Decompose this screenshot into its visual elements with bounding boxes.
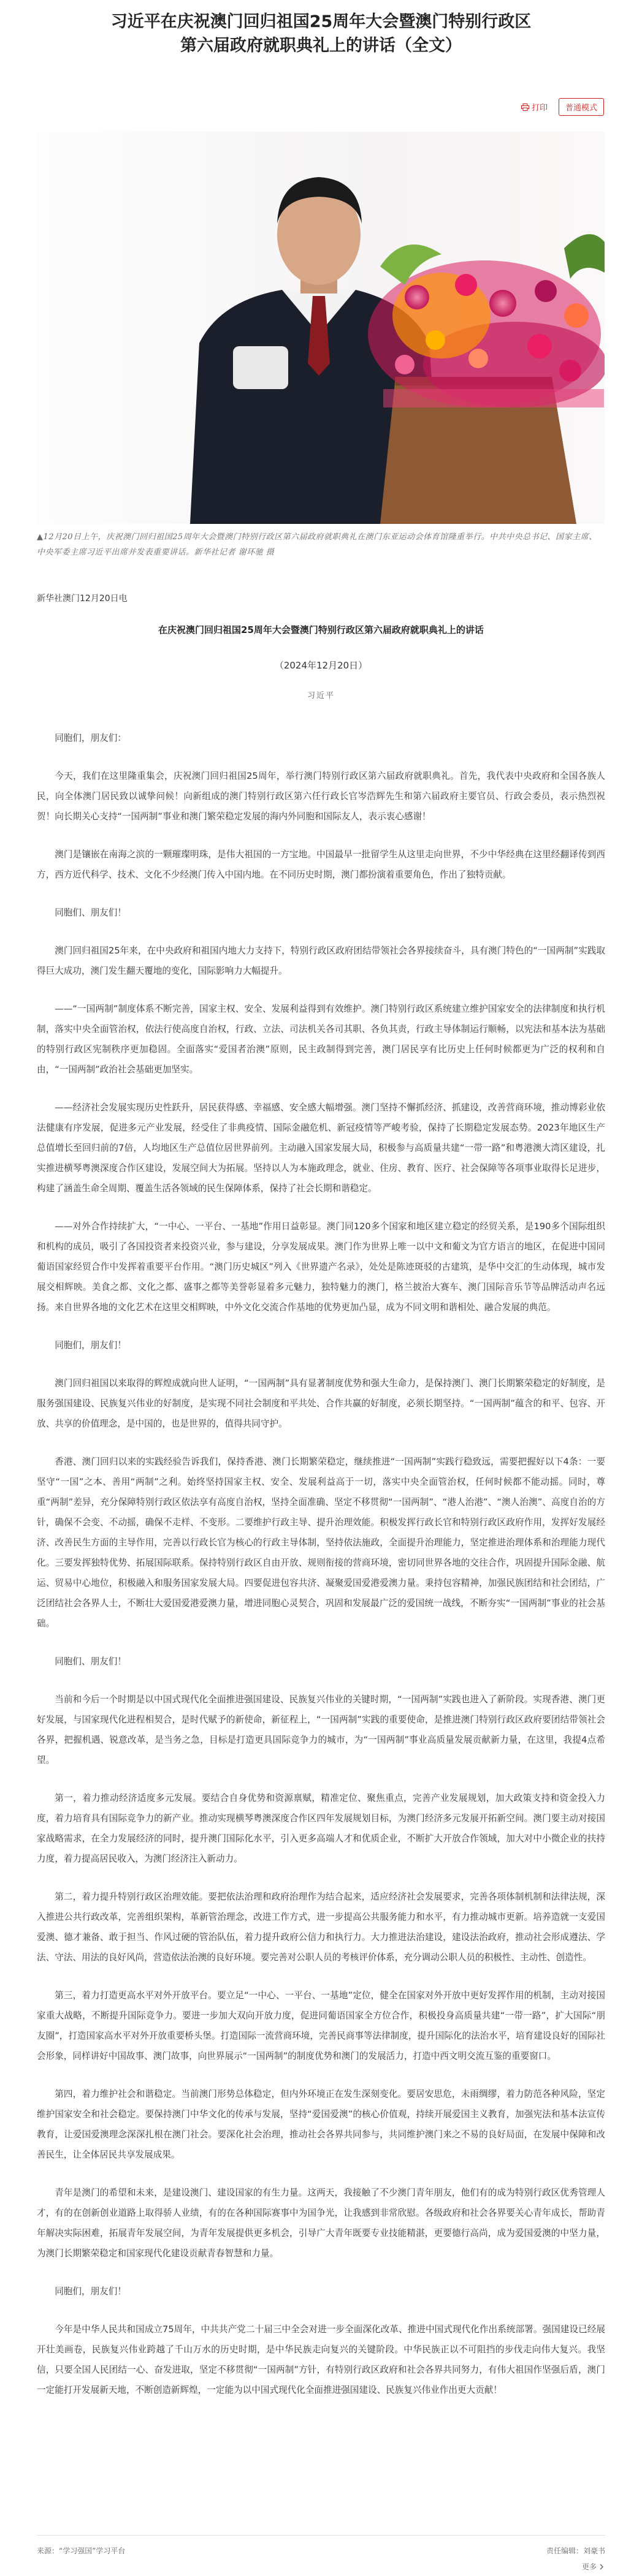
speaker-name: 习近平 xyxy=(307,691,335,700)
print-label: 打印 xyxy=(531,104,548,113)
paragraph: 今天，我们在这里隆重集会，庆祝澳门回归祖国25周年，举行澳门特别行政区第六届政府就职典礼。首先，我代表中央政府和全国各族人民，向全体澳门居民致以诚挚问候！向新组成的澳门特别行政区第六任行政长官岑浩辉先生和第六届政府主要官员、行政会委员，表示热烈祝贺！向长期关心支持“一国两制”事业和澳门繁荣稳定发展的海内外同胞和国际友人，表示衷心感谢！ xyxy=(37,771,605,822)
paragraph: 香港、澳门回归以来的实践经验告诉我们，保持香港、澳门长期繁荣稳定，继续推进“一国两制”实践行稳致远，需要把握好以下4条：一要坚守“一国”之本、善用“两制”之利。始终坚持国家主权、安全、发展利益高于一切，落实中央全面管治权，任何时候都不能动摇。同时，尊重“两制”差异，充分保障特别行政区依法享有高度自治权，坚持全面准确、坚定不移贯彻“一国两制”、“港人治港”、“澳人治澳”、高度自治的方针，确保不会变、不动摇，确保不走样、不变形。二要维护行政主导、提升治理效能。积极发挥行政长官和特别行政区政府作用，发挥好发展经济、改善民生方面的主导作用，完善以行政长官为核心的行政主导体制，坚持依法施政，全面提升治理能力，坚定推进治理体系和治理能力现代化。三要发挥独特优势、拓展国际联系。保持特别行政区自由开放、规则衔接的营商环境，密切同世界各地的交往合作，巩固提升国际金融、航运、贸易中心地位，积极融入和服务国家发展大局。四要促进包容共济、凝聚爱国爱港爱澳力量。秉持包容精神，加强民族团结和社会团结，广泛团结社会各界人士，不断壮大爱国爱港爱澳力量，增进同胞心灵契合，巩固和发展最广泛的爱国统一战线，不断夯实“一国两制”事业的社会基础。 xyxy=(37,1457,605,1629)
chevron-right-icon xyxy=(599,2564,604,2570)
print-button[interactable] xyxy=(521,101,548,113)
paragraph: 第二，着力提升特别行政区治理效能。要把依法治理和政府治理作为结合起来，适应经济社会发展要求，完善各项体制机制和法律法规，深入推进公共行政改革，完善组织架构，革新管治理念，改进工作方式，进一步提高公共服务能力和水平，有力推动城市更新。培养造就一支爱国爱澳、德才兼备、敢于担当、作风过硬的管治队伍，着力提升政府公信力和执行力。大力推进法治建设，建设法治政府，推动社会形成遵法、学法、守法、用法的良好风尚，营造依法治澳的良好环境。要完善对公职人员的考核评价体系，充分调动公职人员的积极性、主动性、创造性。 xyxy=(37,1892,605,1963)
paragraph: 第三，着力打造更高水平对外开放平台。要立足“一中心、一平台、一基地”定位，健全在国家对外开放中更好发挥作用的机制，主动对接国家重大战略，不断提升国际竞争力。要进一步加大双向开放力度，促进同葡语国家全方位合作，积极投身高质量共建“一带一路”，扩大国际“朋友圈”，打造国家高水平对外开放重要桥头堡。打造国际一流营商环境，完善民商事等法律制度，提升国际化的法治水平，培育建设良好的国际社会形象，同样讲好中国故事、澳门故事，向世界展示“一国两制”的制度优势和澳门的发展活力，打造中西文明交流互鉴的重要窗口。 xyxy=(37,1990,605,2061)
article-toolbar xyxy=(521,98,604,116)
paragraph: 同胞们，朋友们！ xyxy=(55,2286,126,2297)
paragraph: ——“一国两制”制度体系不断完善，国家主权、安全、发展利益得到有效维护。澳门特别行政区系统建立维护国家安全的法律制度和执行机制，落实中央全面管治权，依法行使高度自治权，行政、立法、司法机关各司其职、各负其责，行政主导体制运行顺畅，以宪法和基本法为基础的特别行政区宪制秩序更加稳固。全面落实“爱国者治澳”原则，民主政制得到完善，澳门居民享有比历史上任何时候都更为广泛的权利和自由，“一国两制”政治社会基础更加坚实。 xyxy=(37,1004,605,1075)
paragraph: 同胞们、朋友们！ xyxy=(55,907,126,918)
paragraph: 同胞们，朋友们！ xyxy=(55,1340,126,1351)
responsible-editor: 责任编辑：刘豪书 xyxy=(546,2547,605,2555)
paragraph: 当前和今后一个时期是以中国式现代化全面推进强国建设、民族复兴伟业的关键时期，“一国两制”实践也进入了新阶段。实现香港、澳门更好发展，与国家现代化进程相契合，是时代赋予的新使命，新征程上，“一国两制”实践的重要使命，是推进澳门特别行政区政府要团结带领社会各界，把握机遇、锐意改革，是当务之急，目标是打造更具国际竞争力的城市，为“一国两制”事业高质量发展贡献新力量，在这里，我提4点希望。 xyxy=(37,1694,605,1765)
printer-icon xyxy=(521,104,529,111)
paragraph: 同胞们，朋友们： xyxy=(55,733,126,743)
dateline: 新华社澳门12月20日电 xyxy=(37,594,128,604)
photo-caption: ▲12月20日上午，庆祝澳门回归祖国25周年大会暨澳门特别行政区第六届政府就职典礼在澳门东亚运动会体育馆隆重举行。中共中央总书记、国家主席、中央军委主席习近平出席并发表重要讲话。新华社记者 谢环驰 摄 xyxy=(37,532,597,557)
paragraph: 澳门是镶嵌在南海之滨的一颗璀璨明珠，是伟大祖国的一方宝地。中国最早一批留学生从这里走向世界，不少中华经典在这里经翻译传到西方，西方近代科学、技术、文化不少经澳门传入中国内地。在不同历史时期，澳门都扮演着重要角色，作出了独特贡献。 xyxy=(37,849,605,880)
more-label: 更多 xyxy=(581,2563,597,2571)
speech-title: 在庆祝澳门回归祖国25周年大会暨澳门特别行政区第六届政府就职典礼上的讲话 xyxy=(158,624,484,635)
more-link[interactable] xyxy=(582,2561,604,2572)
lead-photo-image xyxy=(37,132,605,524)
paragraph: 青年是澳门的希望和未来，是建设澳门、建设国家的有生力量。这两天，我接触了不少澳门青年朋友，他们有的成为特别行政区优秀管理人才，有的在创新创业道路上取得骄人业绩，有的在各种国际赛事中为国争光，让我感到非常欣慰。各级政府和社会各界要关心青年成长，帮助青年解决实际困难，拓展青年发展空间，为青年发展提供更多机会，引导广大青年既要专业技能精湛，更要德行高尚，成为爱国爱澳的中坚力量，为澳门长期繁荣稳定和国家现代化建设贡献青春智慧和力量。 xyxy=(37,2188,605,2259)
lead-photo xyxy=(37,132,605,524)
page-title xyxy=(0,10,642,58)
paragraph: ——经济社会发展实现历史性跃升，居民获得感、幸福感、安全感大幅增强。澳门坚持不懈抓经济、抓建设，改善营商环境，推动博彩业依法健康有序发展，促进多元产业发展，经受住了非典疫情、国际金融危机、新冠疫情等严峻考验，保持了长期稳定发展态势。2023年地区生产总值增长至回归前的7倍，人均地区生产总值位居世界前列。主动融入国家发展大局，积极参与高质量共建“一带一路”和粤港澳大湾区建设，扎实推进横琴粤澳深度合作区建设，发展空间大为拓展。坚持以人为本施政理念，就业、住房、教育、医疗、社会保障等各项事业取得长足进步，构建了涵盖生命全周期、覆盖生活各领域的民生保障体系，保持了社会长期和谐稳定。 xyxy=(37,1102,605,1194)
footer-divider xyxy=(37,2535,605,2536)
article-body xyxy=(37,728,605,2418)
speech-date: （2024年12月20日） xyxy=(274,660,368,671)
paragraph: 澳门回归祖国以来取得的辉煌成就向世人证明，“一国两制”具有显著制度优势和强大生命力，是保持澳门、澳门长期繁荣稳定的好制度，是服务强国建设、民族复兴伟业的好制度，是实现不同社会制度和平共处、合作共赢的好制度，必须长期坚持。“一国两制”蕴含的和平、包容、开放、共享的价值理念，是中国的，也是世界的，值得共同守护。 xyxy=(37,1378,605,1429)
paragraph: 今年是中华人民共和国成立75周年，中共共产党二十届三中全会对进一步全面深化改革、推进中国式现代化作出系统部署。强国建设已经展开壮美画卷，民族复兴伟业跨越了千山万水的历史时期，是中华民族走向复兴的关键阶段。中华民族正以不可阻挡的步伐走向伟大复兴。我坚信，只要全国人民团结一心、奋发进取，坚定不移贯彻“一国两制”方针，有特别行政区政府和社会各界共同努力，有伟大祖国作坚强后盾，澳门一定能打开发展新天地，不断创造新辉煌，一定能为以中国式现代化全面推进强国建设、民族复兴伟业作出更大贡献！ xyxy=(37,2324,605,2395)
page-title-line-1: 习近平在庆祝澳门回归祖国25周年大会暨澳门特别行政区 xyxy=(110,12,532,31)
article-source: 来源：“学习强国”学习平台 xyxy=(37,2547,126,2555)
reading-mode-button[interactable]: 普通模式 xyxy=(559,98,604,116)
paragraph: 同胞们、朋友们！ xyxy=(55,1656,126,1667)
paragraph: 第四，着力维护社会和谐稳定。当前澳门形势总体稳定，但内外环境正在发生深刻变化。要居安思危，未雨绸缪，着力防范各种风险，坚定维护国家安全和社会稳定。要保持澳门中华文化的传承与发展，坚持“爱国爱澳”的核心价值观，持续开展爱国主义教育，加强宪法和基本法宣传教育，让爱国爱澳理念深深扎根在澳门社会。要深化社会治理，推动社会各界共同参与，共同维护澳门来之不易的良好局面，在发展中保障和改善民生，让全体居民共享发展成果。 xyxy=(37,2089,605,2160)
paragraph: 第一，着力推动经济适度多元发展。要结合自身优势和资源禀赋，精准定位、聚焦重点，完善产业发展规划，加大政策支持和资金投入力度，着力培育具有国际竞争力的新产业。推动实现横琴粤澳深度合作区四年发展规划目标，为澳门经济多元发展开拓新空间。澳门要主动对接国家战略需求，在全力发展经济的同时，提升澳门国际化水平，引入更多高端人才和优质企业，不断扩大开放合作领域，加大对中小微企业的扶持力度，着力提高居民收入，为澳门经济注入新动力。 xyxy=(37,1793,605,1864)
page-title-line-2: 第六届政府就职典礼上的讲话（全文） xyxy=(180,36,462,55)
paragraph: ——对外合作持续扩大，“一中心、一平台、一基地”作用日益彰显。澳门同120多个国家和地区建立稳定的经贸关系，是190多个国际组织和机构的成员，吸引了各国投资者来投资兴业，参与建设，分享发展成果。澳门作为世界上唯一以中文和葡文为官方语言的地区，在促进中国同葡语国家经贸合作中发挥着重要平台作用。“澳门历史城区”列入《世界遗产名录》，处处是陈迹斑驳的古建筑，是华中交汇的生动体现，城市发展交相辉映。美食之都、文化之都、盛事之都等美誉彰显着多元魅力，独特魅力的澳门，格兰披治大赛车、澳门国际音乐节等品牌活动声名远扬。来自世界各地的文化艺术在这里交相辉映，中外文化交流合作基地的优势更加凸显，成为不同文明和谐相处、融合发展的典范。 xyxy=(37,1221,605,1313)
paragraph: 澳门回归祖国25年来，在中央政府和祖国内地大力支持下，特别行政区政府团结带领社会各界接续奋斗，具有澳门特色的“一国两制”实践取得巨大成功，澳门发生翻天覆地的变化，国际影响力大幅提升。 xyxy=(37,945,605,976)
